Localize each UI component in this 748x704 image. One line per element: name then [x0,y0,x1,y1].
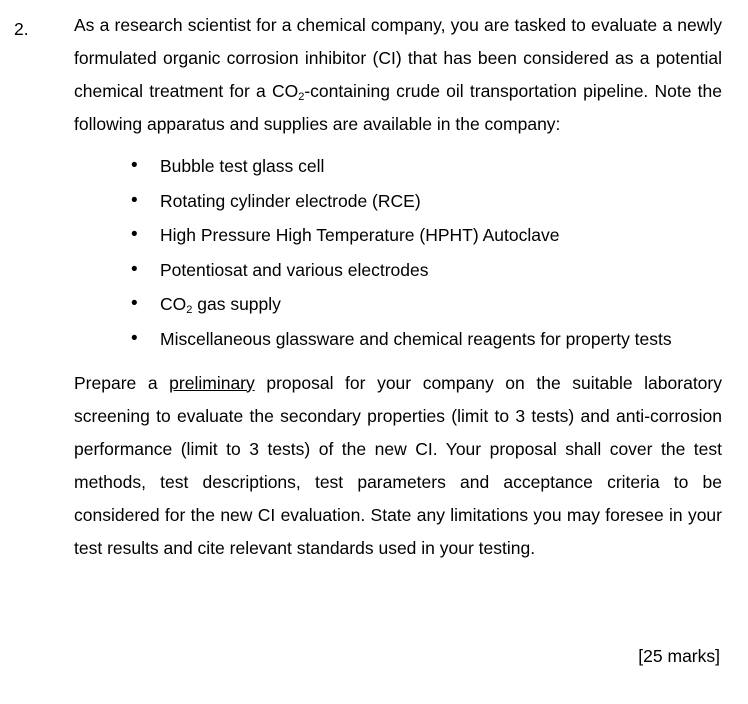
gas-supply-text: gas supply [192,294,281,315]
apparatus-item: • High Pressure High Temperature (HPHT) Autoclave [160,218,722,253]
co2-text: CO [160,294,187,315]
apparatus-item: • Miscellaneous glassware and chemical reagents for property tests [160,322,722,357]
proposal-paragraph [74,367,722,565]
question-number: 2. [14,19,29,39]
proposal-underlined-word: preliminary [169,372,255,393]
co2-subscript: 2 [186,304,193,317]
intro-subscript: 2 [298,91,305,103]
proposal-text-part2: proposal for your company on the suitable laboratory screening to evaluate the secondary properties (limit to 3 tests) and anti-corrosion performance (limit to 3 tests) of the new CI. Your proposal shall cover the test methods, test descriptions, test parameters and acceptance criteria to be considered for the new CI evaluation. State any limitations you may foresee in your test results and cite relevant standards used in your testing. [74,372,722,558]
apparatus-list [74,149,722,357]
apparatus-item [160,287,722,322]
marks-label: [25 marks] [638,646,720,666]
intro-paragraph [74,9,722,141]
apparatus-item: • Potentiosat and various electrodes [160,253,722,288]
proposal-text-part1: Prepare a [74,372,170,393]
question-body [74,9,722,565]
apparatus-item: • Bubble test glass cell [160,149,722,184]
intro-text-part1: As a research scientist for a chemical company, you are tasked to evaluate a newly formulated organic corrosion inhibitor (CI) that has been considered as a potential chemical treatment for a CO [74,15,722,101]
intro-text-part2: -containing crude oil transportation pipeline. Note the following apparatus and supplies are available in the company: [74,81,723,134]
apparatus-item: • Rotating cylinder electrode (RCE) [160,184,722,219]
